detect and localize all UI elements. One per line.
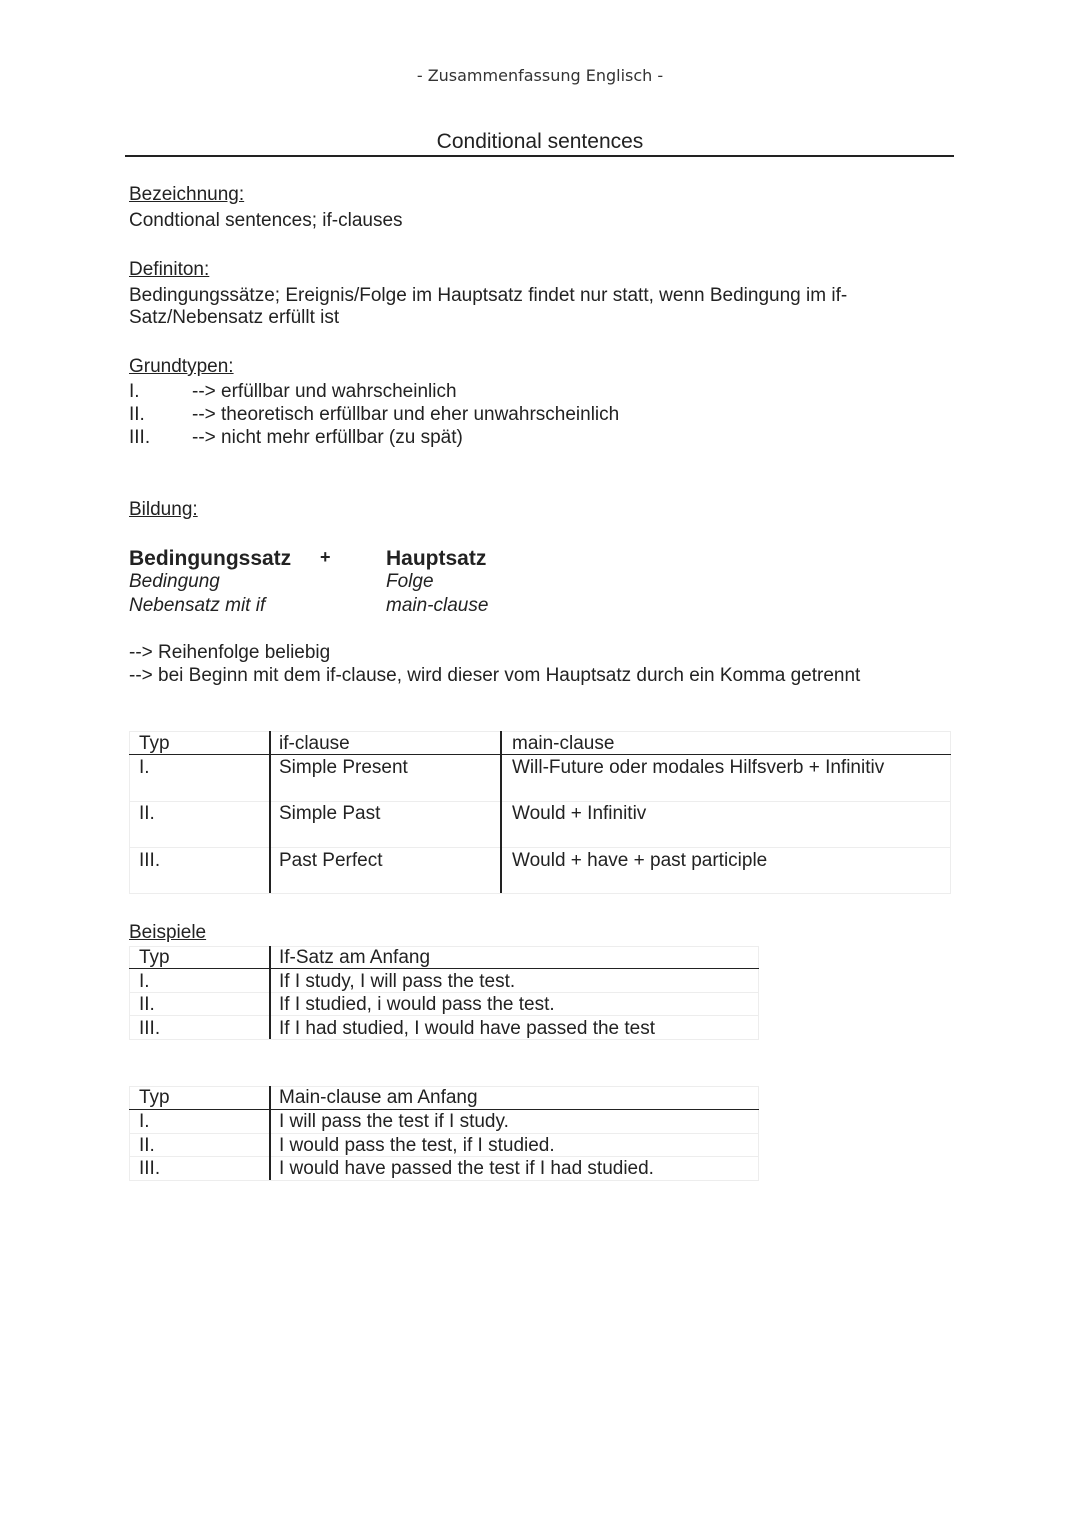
table-header-rule — [129, 1109, 759, 1110]
bezeichnung-text: Condtional sentences; if-clauses — [129, 210, 403, 231]
page-header: - Zusammenfassung Englisch - — [416, 66, 664, 85]
grundtypen-text: --> theoretisch erfüllbar und eher unwahrscheinlich — [192, 404, 620, 425]
table-cell: I. — [139, 1111, 150, 1132]
bildung-right-sub-2: main-clause — [386, 595, 489, 616]
bildung-right-heading: Hauptsatz — [386, 547, 487, 570]
table-header-typ: Typ — [139, 947, 170, 968]
table-header-typ: Typ — [139, 733, 170, 754]
table-cell: III. — [139, 850, 161, 871]
definition-line-2: Satz/Nebensatz erfüllt ist — [129, 307, 340, 328]
table-cell: Simple Present — [279, 757, 408, 778]
table-faint-line — [758, 1086, 759, 1180]
grundtypen-text: --> erfüllbar und wahrscheinlich — [192, 381, 457, 402]
grundtypen-num: II. — [129, 404, 145, 425]
table-cell: III. — [139, 1158, 161, 1179]
definition-line-1: Bedingungssätze; Ereignis/Folge im Hauptsatz findet nur statt, wenn Bedingung im if- — [129, 285, 848, 306]
table-cell: I will pass the test if I study. — [279, 1111, 509, 1132]
table-cell: Simple Past — [279, 803, 381, 824]
table-cell: II. — [139, 994, 155, 1015]
table-header-example: Main-clause am Anfang — [279, 1087, 478, 1108]
bildung-note-1: --> Reihenfolge beliebig — [129, 642, 331, 663]
table-faint-line — [129, 1086, 130, 1180]
bildung-label: Bildung: — [129, 499, 198, 520]
bildung-right-sub-1: Folge — [386, 571, 434, 592]
table-cell: Would + Infinitiv — [512, 803, 647, 824]
table-cell: II. — [139, 803, 155, 824]
bildung-left-heading: Bedingungssatz — [129, 547, 292, 570]
table-cell: If I studied, i would pass the test. — [279, 994, 555, 1015]
bildung-left-sub-2: Nebensatz mit if — [129, 595, 266, 616]
table-cell: I. — [139, 757, 150, 778]
definition-label: Definiton: — [129, 259, 210, 280]
table-cell: I would pass the test, if I studied. — [279, 1135, 555, 1156]
table-header-example: If-Satz am Anfang — [279, 947, 431, 968]
bildung-plus: + — [320, 547, 331, 567]
table-cell: Would + have + past participle — [512, 850, 768, 871]
table-cell: Will-Future oder modales Hilfsverb + Infinitiv — [512, 757, 885, 778]
table-cell: If I study, I will pass the test. — [279, 971, 516, 992]
table-cell: III. — [139, 1018, 161, 1039]
page-title: Conditional sentences — [436, 130, 644, 153]
table-header-typ: Typ — [139, 1087, 170, 1108]
grundtypen-num: III. — [129, 427, 151, 448]
table-header-if-clause: if-clause — [279, 733, 350, 754]
grundtypen-num: I. — [129, 381, 140, 402]
table-cell: I. — [139, 971, 150, 992]
table-faint-line — [129, 1133, 759, 1134]
table-cell: Past Perfect — [279, 850, 383, 871]
bezeichnung-label: Bezeichnung: — [129, 184, 245, 205]
table-faint-line — [129, 1180, 759, 1181]
table-cell: I would have passed the test if I had studied. — [279, 1158, 654, 1179]
table-header-main-clause: main-clause — [512, 733, 615, 754]
bildung-left-sub-1: Bedingung — [129, 571, 220, 592]
beispiele-label: Beispiele — [129, 922, 207, 943]
grundtypen-text: --> nicht mehr erfüllbar (zu spät) — [192, 427, 463, 448]
table-cell: If I had studied, I would have passed the test — [279, 1018, 656, 1039]
grundtypen-label: Grundtypen: — [129, 356, 234, 377]
table-cell: II. — [139, 1135, 155, 1156]
bildung-note-2: --> bei Beginn mit dem if-clause, wird dieser vom Hauptsatz durch ein Komma getrennt — [129, 665, 861, 686]
table-column-rule — [269, 1086, 271, 1180]
